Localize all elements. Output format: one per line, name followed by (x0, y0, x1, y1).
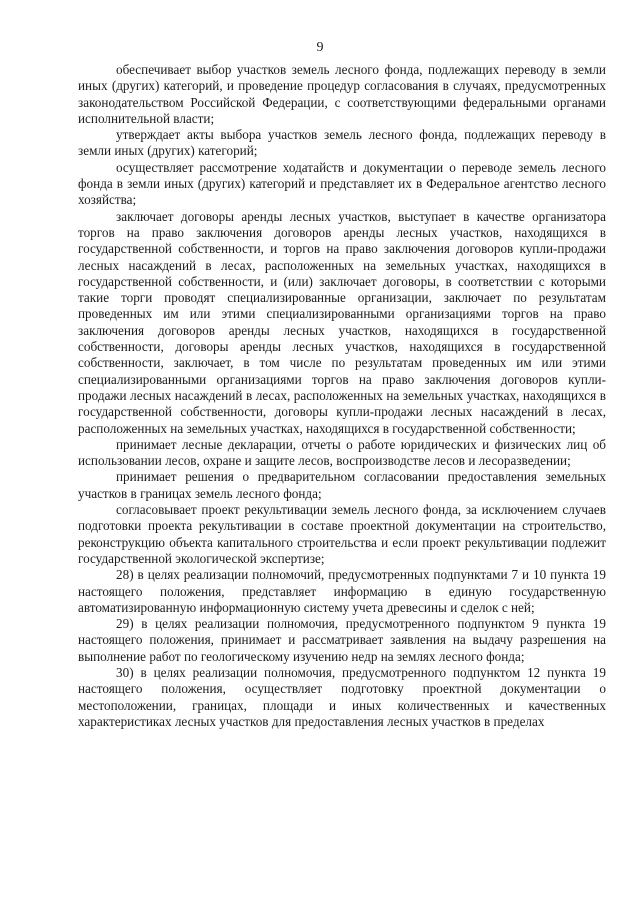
document-body (78, 62, 606, 730)
paragraph: 28) в целях реализации полномочий, предусмотренных подпунктами 7 и 10 пункта 19 настоящего положения, представляет информацию в единую государственную автоматизированную информационную систему учета древесины и сделок с ней; (78, 567, 606, 615)
paragraph: утверждает акты выбора участков земель лесного фонда, подлежащих переводу в земли иных (других) категорий; (78, 127, 606, 159)
paragraph: принимает лесные декларации, отчеты о работе юридических и физических лиц об использовании лесов, охране и защите лесов, воспроизводстве лесов и лесоразведении; (78, 436, 606, 469)
paragraph: заключает договоры аренды лесных участков, выступает в качестве организатора торгов на право заключения договоров аренды лесных участков, находящихся в государственной собственности, и торгов на право заключения договоров купли-продажи лесных насаждений в лесах, расположенных на земельных участках, находящихся в государственной собственности, и (или) заключает договоры, в соответствии с которыми такие торги проводят специализированные организации, заключает по результатам проведенных им или этими специализированными организациями торгов на право заключения договоров аренды лесных участков, находящихся в государственной собственности, договоры аренды лесных участков, находящихся в государственной собственности, заключает, в том числе по результатам проведенных им или этими специализированными организациями торгов на право заключения договоров купли-продажи лесных насаждений в лесах, расположенных на земельных участках, находящихся в государственной собственности, договоры купли-продажи лесных насаждений в лесах, расположенных на земельных участках, находящихся в государственной собственности; (78, 208, 606, 436)
paragraph: 30) в целях реализации полномочия, предусмотренного подпунктом 12 пункта 19 настоящего положения, осуществляет подготовку проектной документации о местоположении, границах, площади и иных количественных и качественных характеристиках лесных участков для предоставления лесных участков в пределах (78, 664, 606, 729)
paragraph: обеспечивает выбор участков земель лесного фонда, подлежащих переводу в земли иных (других) категорий, и проведение процедур согласования в случаях, предусмотренных законодательством Российской Федерации, с соответствующими федеральными органами исполнительной власти; (78, 62, 606, 126)
paragraph: 29) в целях реализации полномочия, предусмотренного подпунктом 9 пункта 19 настоящего положения, принимает и рассматривает заявления на выдачу разрешения на выполнение работ по геологическому изучению недр на землях лесного фонда; (78, 616, 606, 664)
page-number: 9 (316, 40, 324, 55)
paragraph: принимает решения о предварительном согласовании предоставления земельных участков в границах земель лесного фонда; (78, 469, 606, 501)
paragraph: согласовывает проект рекультивации земель лесного фонда, за исключением случаев подготовки проекта рекультивации в составе проектной документации на строительство, реконструкцию объекта капитального строительства и если проект рекультивации подлежит государственной экологической экспертизе; (78, 502, 606, 566)
paragraph: осуществляет рассмотрение ходатайств и документации о переводе земель лесного фонда в земли иных (других) категорий и представляет их в Федеральное агентство лесного хозяйства; (78, 159, 606, 208)
